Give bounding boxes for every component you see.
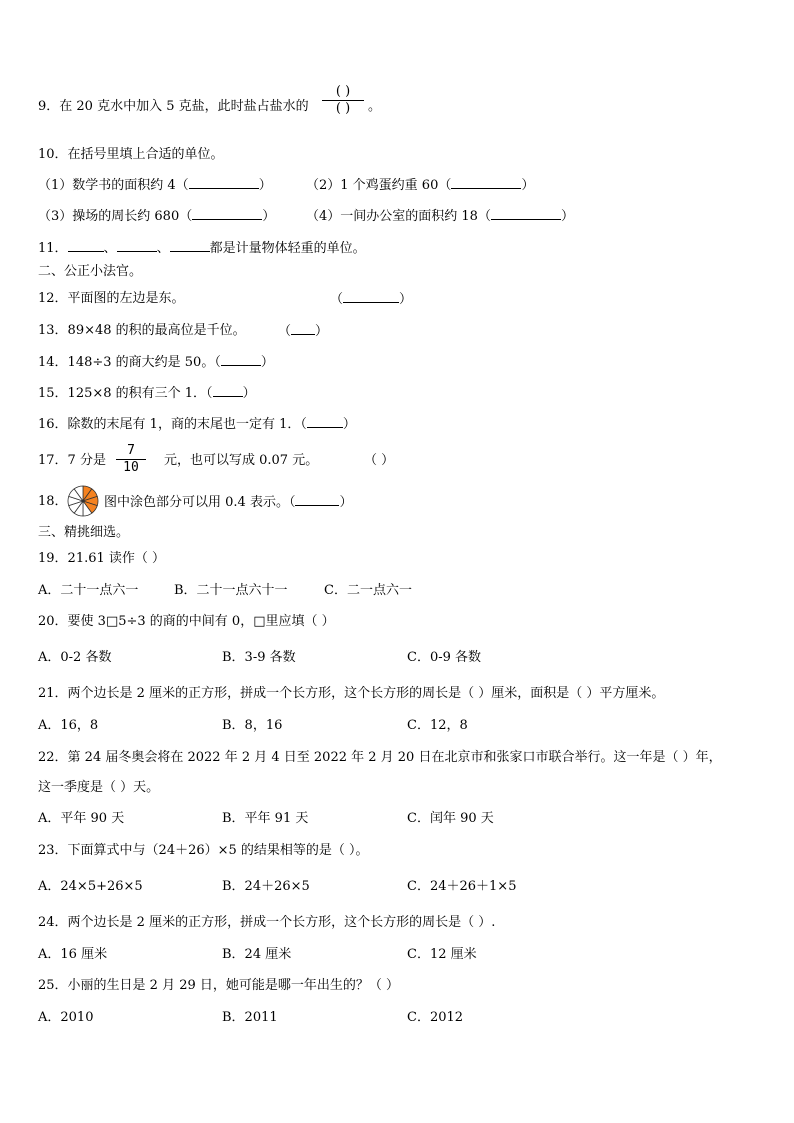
answer-blank[interactable]: [213, 385, 243, 397]
q15: 15．125×8 的积有三个 1．（ ）: [38, 386, 256, 401]
q18-prefix: 18．: [38, 494, 68, 509]
pie-chart-icon: [66, 484, 100, 518]
q13-text: 13．89×48 的积的最高位是千位。: [38, 323, 246, 338]
option-c[interactable]: C．0-9 各数: [407, 650, 482, 665]
option-a[interactable]: A．0-2 各数: [38, 650, 112, 665]
q14: 14．148÷3 的商大约是 50。（ ）: [38, 355, 274, 370]
answer-blank[interactable]: [192, 208, 262, 220]
section-heading: 二、公正小法官。: [38, 264, 143, 279]
option-c[interactable]: C．2012: [407, 1010, 464, 1025]
option-b[interactable]: B．24 厘米: [222, 947, 292, 962]
answer-blank[interactable]: [491, 208, 561, 220]
answer-blank[interactable]: [291, 323, 315, 335]
option-a[interactable]: A．2010: [38, 1010, 94, 1025]
section-heading: 三、精挑细选。: [38, 525, 130, 540]
q20-text: 20．要使 3□5÷3 的商的中间有 0，□里应填（ ）: [38, 614, 335, 629]
q25-text: 25．小丽的生日是 2 月 29 日，她可能是哪一年出生的？（ ）: [38, 978, 400, 993]
answer-blank[interactable]: [451, 177, 521, 189]
answer-blank[interactable]: [117, 240, 157, 252]
q19-text: 19．21.61 读作（ ）: [38, 551, 166, 566]
q12-text: 12．平面图的左边是东。: [38, 291, 185, 306]
q17-fraction: [116, 443, 146, 476]
q17-text: 元，也可以写成 0.07 元。: [164, 453, 319, 468]
option-c[interactable]: C．二一点六一: [324, 583, 412, 598]
answer-blank[interactable]: [343, 291, 399, 303]
option-c[interactable]: C．24＋26＋1×5: [407, 879, 517, 894]
option-c[interactable]: C．12，8: [407, 718, 468, 733]
option-a[interactable]: A．16，8: [38, 718, 99, 733]
q13-answer: （ ）: [278, 324, 329, 339]
answer-blank[interactable]: [68, 240, 104, 252]
q18: 图中涂色部分可以用 0.4 表示。（ ）: [104, 495, 353, 510]
answer-blank[interactable]: [295, 494, 339, 506]
q16: 16．除数的末尾有 1，商的末尾也一定有 1．（ ）: [38, 417, 356, 432]
option-b[interactable]: B．二十一点六十一: [174, 583, 288, 598]
q23-text: 23．下面算式中与（24＋26）×5 的结果相等的是（ ）。: [38, 843, 369, 858]
q10-p2: （2）1 个鸡蛋约重 60（ ）: [306, 178, 535, 193]
option-a[interactable]: A．二十一点六一: [38, 583, 139, 598]
q10-p4: （4）一间办公室的面积约 18（ ）: [306, 209, 574, 224]
q9-numerator: ( ): [335, 84, 351, 99]
q11: 11． 、 、 都是计量物体轻重的单位。: [38, 241, 366, 256]
option-b[interactable]: B．8，16: [222, 718, 283, 733]
option-b[interactable]: B．2011: [222, 1010, 278, 1025]
option-b[interactable]: B．3-9 各数: [222, 650, 296, 665]
q24-text: 24．两个边长是 2 厘米的正方形，拼成一个长方形，这个长方形的周长是（ ）.: [38, 915, 496, 930]
option-c[interactable]: C．12 厘米: [407, 947, 477, 962]
option-b[interactable]: B．平年 91 天: [222, 811, 309, 826]
q10-p3: （3）操场的周长约 680（ ）: [38, 209, 276, 224]
q17-numerator: 7: [127, 443, 135, 458]
q17-prefix: 17．7 分是: [38, 453, 106, 468]
answer-blank[interactable]: [221, 354, 261, 366]
answer-blank[interactable]: [189, 177, 259, 189]
option-a[interactable]: A．24×5+26×5: [38, 879, 143, 894]
q17-answer[interactable]: （ ）: [364, 453, 395, 468]
option-b[interactable]: B．24＋26×5: [222, 879, 310, 894]
option-a[interactable]: A．平年 90 天: [38, 811, 125, 826]
q22-line2: 这一季度是（ ）天。: [38, 780, 160, 795]
q9-end: 。: [368, 99, 382, 114]
answer-blank[interactable]: [307, 416, 343, 428]
q12-answer: （ ）: [330, 292, 413, 307]
q10-p1: （1）数学书的面积约 4（ ）: [38, 178, 272, 193]
option-c[interactable]: C．闰年 90 天: [407, 811, 494, 826]
option-a[interactable]: A．16 厘米: [38, 947, 108, 962]
q9-fraction: [322, 84, 364, 117]
q9-text: 9．在 20 克水中加入 5 克盐，此时盐占盐水的: [38, 99, 309, 114]
q9-denominator: ( ): [335, 101, 351, 116]
q17-denominator: 10: [123, 460, 139, 475]
q21-text: 21．两个边长是 2 厘米的正方形，拼成一个长方形，这个长方形的周长是（ ）厘米，面积是（ ）平方厘米。: [38, 686, 665, 701]
answer-blank[interactable]: [170, 240, 210, 252]
q10-text: 10．在括号里填上合适的单位。: [38, 147, 224, 162]
q22-line1: 22．第 24 届冬奥会将在 2022 年 2 月 4 日至 2022 年 2 月 20 日在北京市和张家口市联合举行。这一年是（ ）年，: [38, 750, 722, 765]
